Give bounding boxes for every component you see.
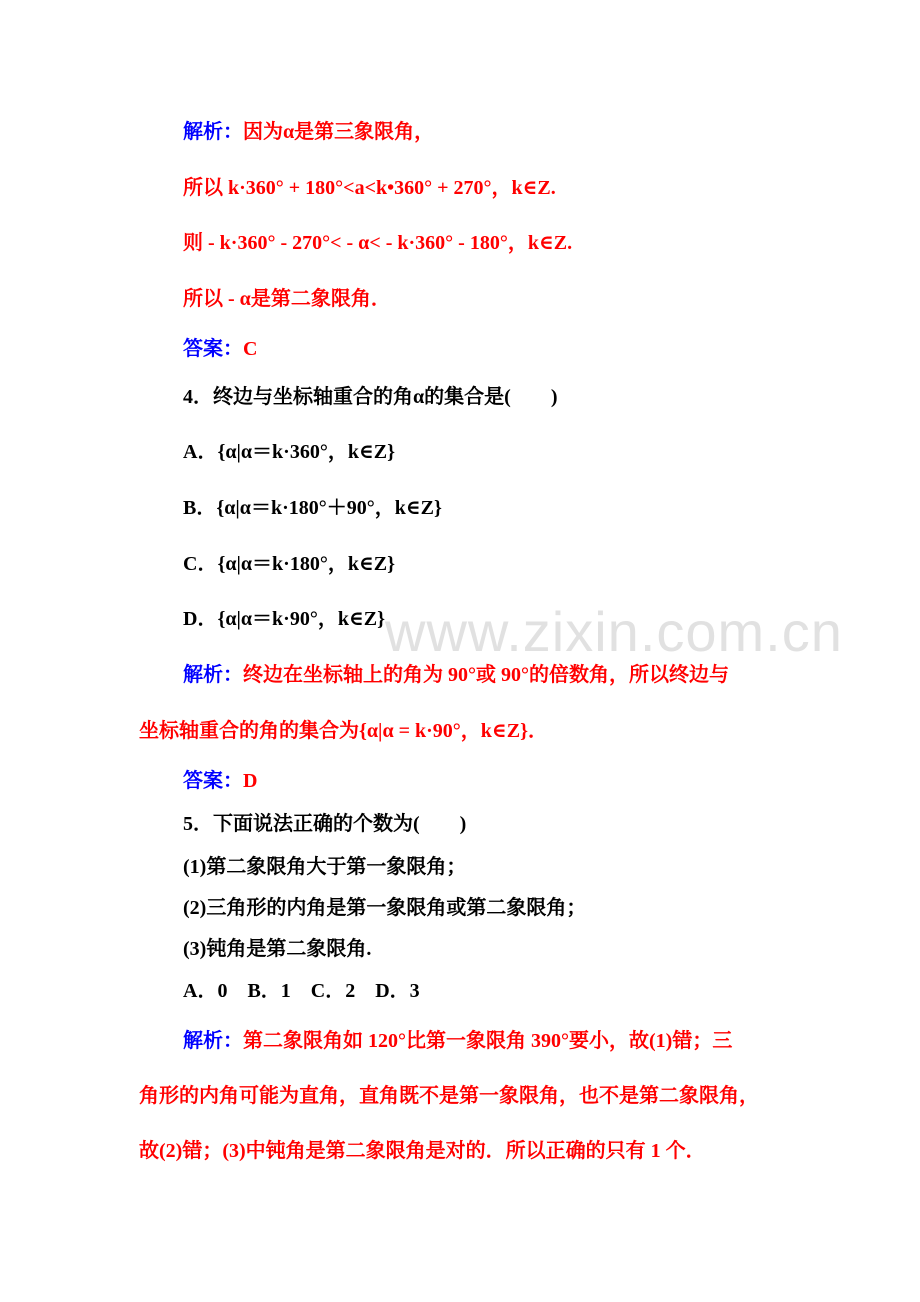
solution-label: 解析： [183,1030,243,1052]
answer-label: 答案： [183,338,243,360]
q4-answer [183,767,257,795]
solution-text: 终边在坐标轴上的角为 90°或 90°的倍数角，所以终边与 [243,664,729,686]
q3-solution-line-3: 则 - k·360° - 270°< - α< - k·360° - 180°，k∈Z. [183,232,573,254]
q5-stem: 5．下面说法正确的个数为( ) [183,813,467,835]
q5-item-1: (1)第二象限角大于第一象限角； [183,856,467,878]
answer-value: D [243,770,258,792]
q4-option-d: D．{α|α＝k·90°，k∈Z} [183,608,385,630]
q5-item-3: (3)钝角是第二象限角. [183,938,372,960]
q4-solution-line-2: 坐标轴重合的角的集合为{α|α = k·90°，k∈Z}． [139,720,548,742]
q4-option-c: C．{α|α＝k·180°，k∈Z} [183,553,395,575]
solution-label: 解析： [183,121,243,143]
q5-solution-line-1 [183,1027,732,1055]
q5-solution-line-2: 角形的内角可能为直角，直角既不是第一象限角，也不是第二象限角， [139,1085,759,1107]
q5-item-2: (2)三角形的内角是第一象限角或第二象限角； [183,897,587,919]
q3-solution-line-2: 所以 k·360° + 180°<a<k•360° + 270°，k∈Z. [183,177,556,199]
q3-solution-line-1 [183,118,434,146]
solution-text: 第二象限角如 120°比第一象限角 390°要小，故(1)错；三 [243,1030,733,1052]
q4-stem: 4．终边与坐标轴重合的角α的集合是( ) [183,386,558,408]
q4-solution-line-1 [183,661,729,689]
solution-text: 因为α是第三象限角， [243,121,435,143]
q3-answer [183,335,257,363]
q4-option-b: B．{α|α＝k·180°＋90°，k∈Z} [183,497,442,519]
answer-value: C [243,338,258,360]
q3-solution-line-4: 所以 - α是第二象限角． [183,288,391,310]
solution-label: 解析： [183,664,243,686]
q5-choices: A．0 B．1 C．2 D．3 [183,980,420,1002]
watermark: www.zixin.com.cn [385,600,843,663]
q5-solution-line-3: 故(2)错；(3)中钝角是第二象限角是对的．所以正确的只有 1 个． [139,1140,706,1162]
answer-label: 答案： [183,770,243,792]
q4-option-a: A．{α|α＝k·360°，k∈Z} [183,441,395,463]
